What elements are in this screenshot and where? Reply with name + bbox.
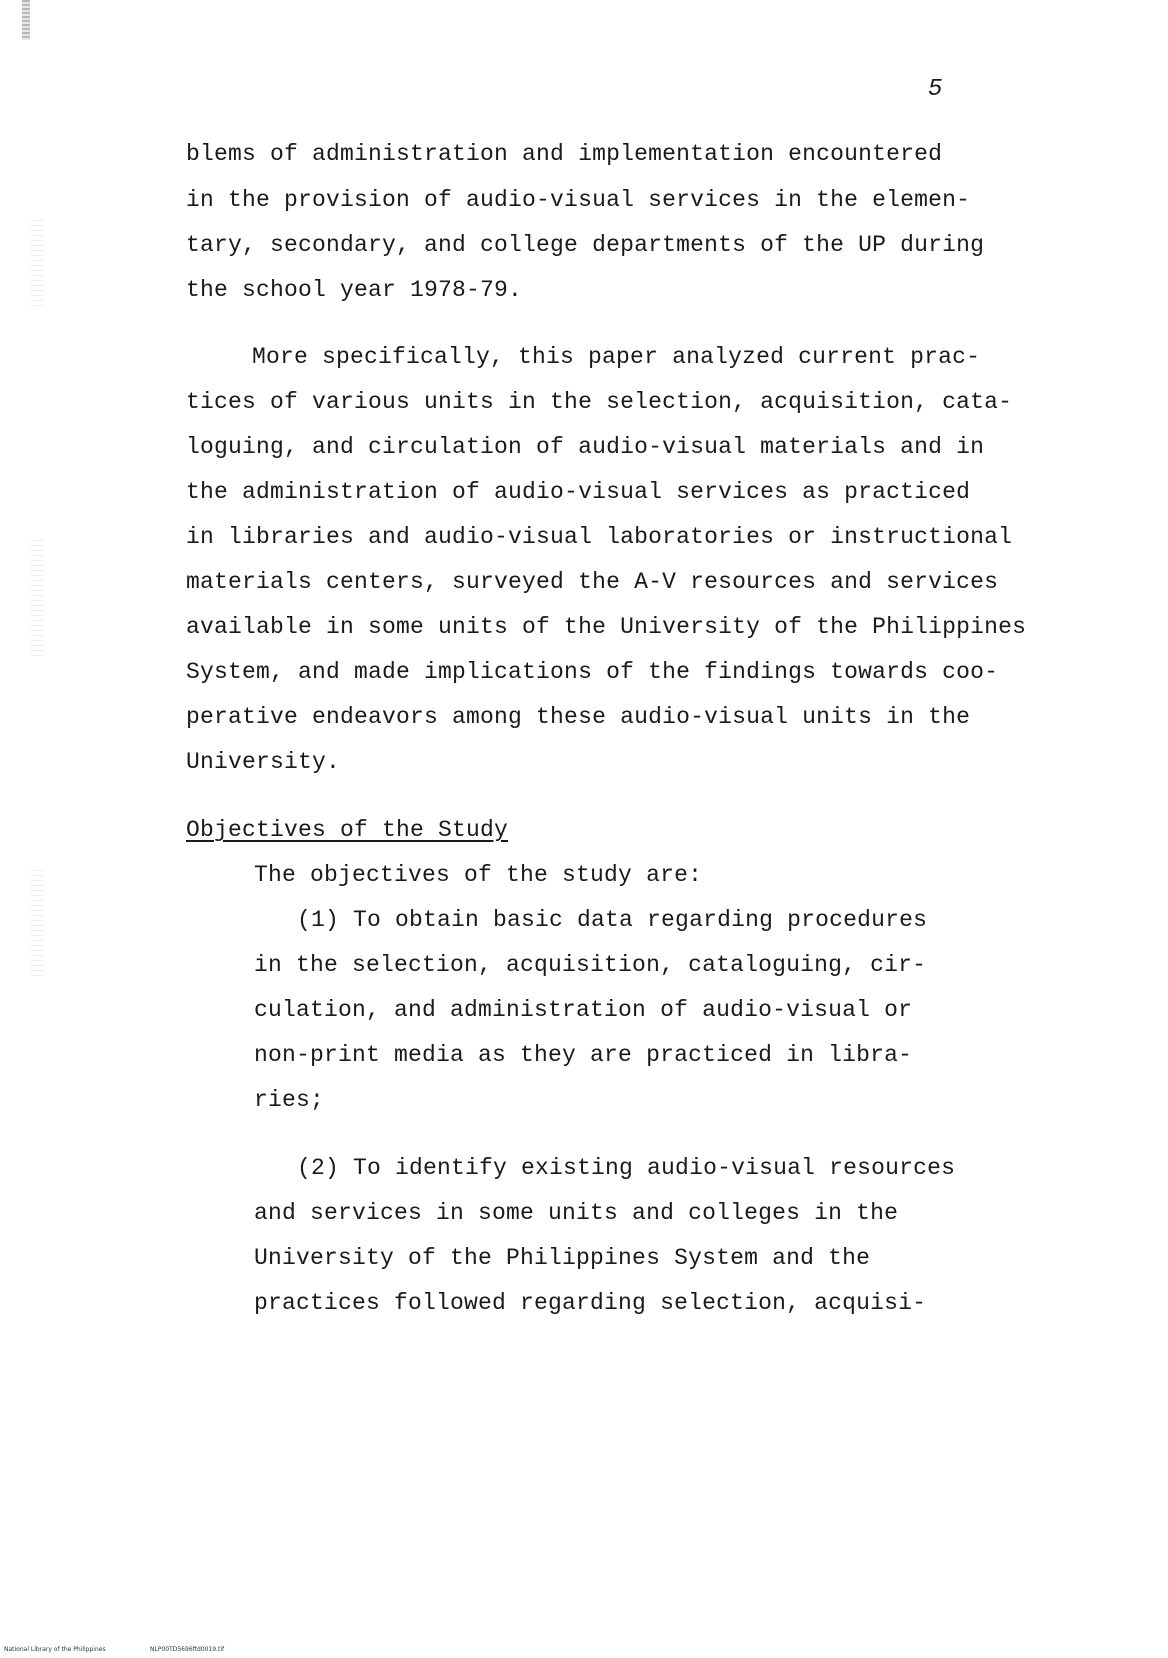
text-line: in libraries and audio-visual laboratories or instructional xyxy=(186,524,1013,550)
scan-noise xyxy=(30,220,44,310)
text-line: (1) To obtain basic data regarding procedures xyxy=(297,907,928,933)
text-line: University of the Philippines System and the xyxy=(254,1245,871,1271)
scan-noise xyxy=(30,870,44,980)
objectives-intro: The objectives of the study are: xyxy=(254,862,703,888)
text-line: culation, and administration of audio-visual or xyxy=(254,997,913,1023)
text-line: the school year 1978-79. xyxy=(186,277,523,303)
text-line: the administration of audio-visual services as practiced xyxy=(186,479,971,505)
scan-edge-artifact xyxy=(22,0,30,40)
text-line: blems of administration and implementation encountered xyxy=(186,141,943,167)
section-heading: Objectives of the Study xyxy=(186,817,509,843)
text-line: University. xyxy=(186,749,341,775)
footer-library: National Library of the Philippines xyxy=(4,1646,106,1653)
text-line: tices of various units in the selection, acquisition, cata- xyxy=(186,389,1013,415)
text-line: tary, secondary, and college departments of the UP during xyxy=(186,232,985,258)
text-line: available in some units of the University of the Philippines xyxy=(186,614,1027,640)
text-line: in the selection, acquisition, cataloguing, cir- xyxy=(254,952,927,978)
text-line: materials centers, surveyed the A-V resources and services xyxy=(186,569,999,595)
text-line: practices followed regarding selection, acquisi- xyxy=(254,1290,927,1316)
text-line: (2) To identify existing audio-visual resources xyxy=(297,1155,956,1181)
page-number: 5 xyxy=(928,76,943,103)
footer-file-id: NLP00TD5696ftd0019.tif xyxy=(150,1646,225,1653)
text-line: ries; xyxy=(254,1087,325,1113)
text-line: non-print media as they are practiced in libra- xyxy=(254,1042,913,1068)
text-line: loguing, and circulation of audio-visual materials and in xyxy=(186,434,985,460)
text-line: System, and made implications of the findings towards coo- xyxy=(186,659,999,685)
text-line: perative endeavors among these audio-visual units in the xyxy=(186,704,971,730)
scan-noise xyxy=(30,540,44,660)
text-line: More specifically, this paper analyzed current prac- xyxy=(252,344,981,370)
text-line: and services in some units and colleges in the xyxy=(254,1200,899,1226)
text-line: in the provision of audio-visual services in the elemen- xyxy=(186,187,971,213)
